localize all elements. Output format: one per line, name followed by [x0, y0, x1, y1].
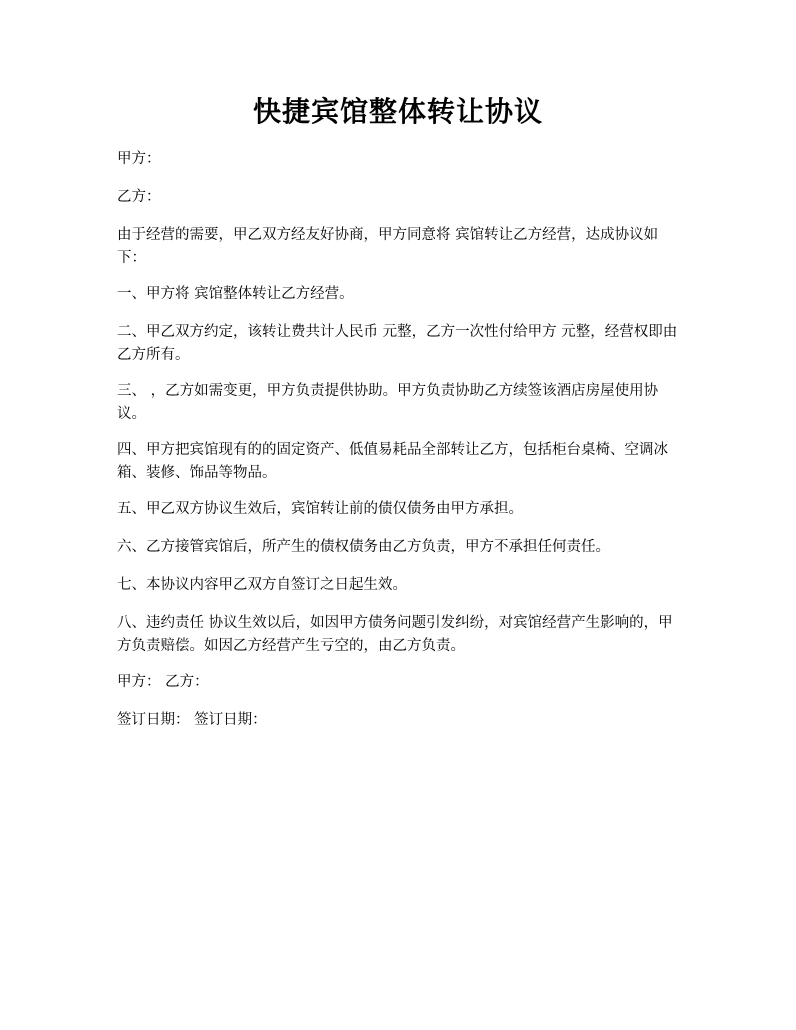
document-body: [117, 148, 683, 747]
clause-3: 三、 ，乙方如需变更，甲方负责提供协助。甲方负责协助乙方续签该酒店房屋使用协议。: [117, 383, 659, 422]
preamble-paragraph: 由于经营的需要，甲乙双方经友好协商，甲方同意将 宾馆转让乙方经营，达成协议如下：: [117, 227, 659, 266]
signature-parties-line: 甲方： 乙方：: [117, 674, 209, 690]
clause-5: 五、甲乙双方协议生效后，宾馆转让前的债仅债务由甲方承担。: [117, 501, 523, 517]
clause-2: 二、甲乙双方约定，该转让费共计人民币 元整，乙方一次性付给甲方 元整，经营权即由乙方所有。: [117, 324, 678, 363]
clause-6: 六、乙方接管宾馆后，所产生的债权债务由乙方负责，甲方不承担任何责任。: [117, 539, 610, 555]
clause-4: 四、甲方把宾馆现有的的固定资产、低值易耗品全部转让乙方，包括柜台桌椅、空调冰箱、装修、饰品等物品。: [117, 442, 668, 481]
party-a-line: 甲方：: [117, 151, 161, 167]
clause-1: 一、甲方将 宾馆整体转让乙方经营。: [117, 286, 354, 302]
party-b-line: 乙方：: [117, 189, 161, 205]
clause-7: 七、本协议内容甲乙双方自签订之日起生效。: [117, 577, 407, 593]
signature-dates-line: 签订日期： 签订日期：: [117, 712, 267, 728]
document-title: 快捷宾馆整体转让协议: [252, 95, 543, 128]
clause-8: 八、违约责任 协议生效以后，如因甲方债务问题引发纠纷，对宾馆经营产生影响的，甲方负责赔偿。如因乙方经营产生亏空的，由乙方负责。: [117, 615, 673, 654]
